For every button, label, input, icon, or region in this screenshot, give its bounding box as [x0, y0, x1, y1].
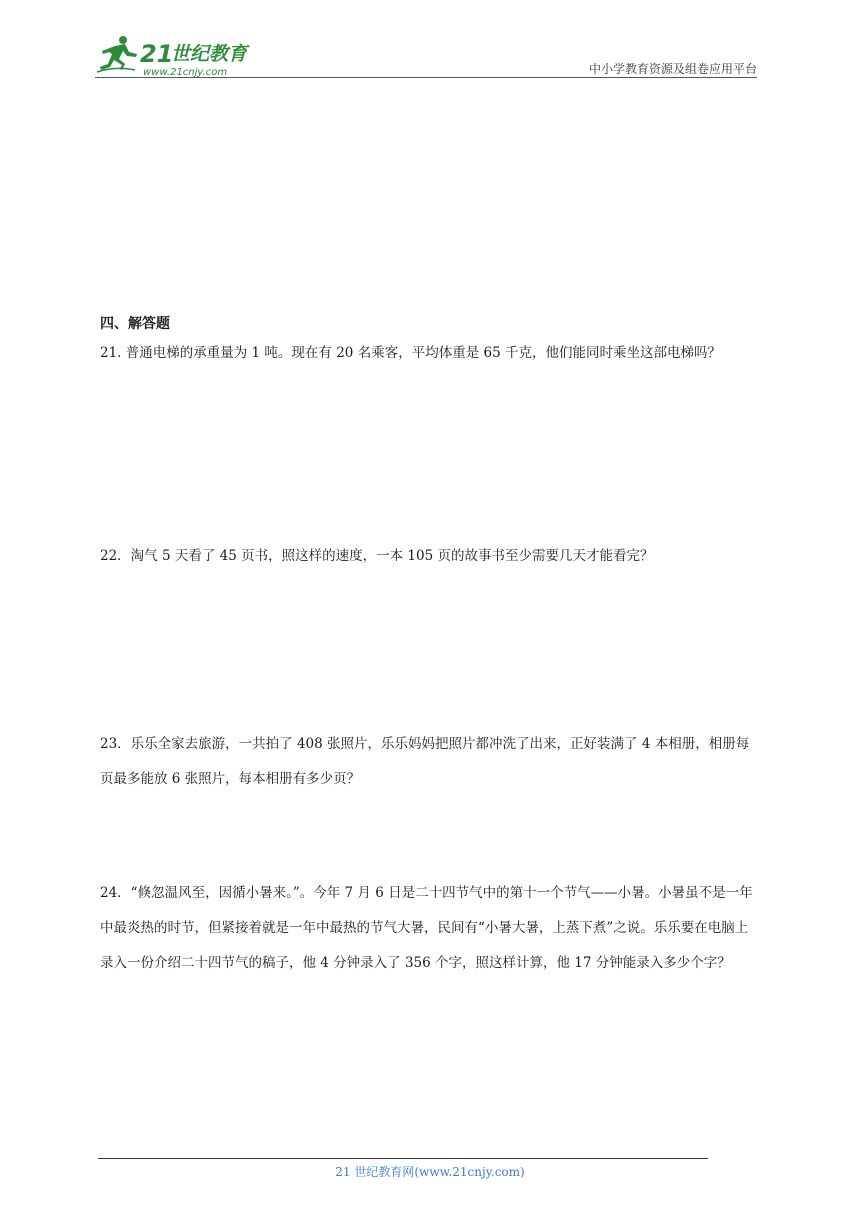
footer-divider [98, 1158, 708, 1159]
header-divider [95, 77, 757, 78]
svg-text:世纪教育: 世纪教育 [171, 43, 248, 65]
svg-text:www.21cnjy.com: www.21cnjy.com [143, 67, 228, 78]
footer-link[interactable]: 21 世纪教育网(www.21cnjy.com) [335, 1165, 525, 1179]
page-header [95, 32, 757, 78]
site-logo [95, 32, 265, 78]
svg-text:21: 21 [140, 40, 174, 68]
question-22: 22．淘气 5 天看了 45 页书，照这样的速度，一本 105 页的故事书至少需要几天才能看完？ [100, 548, 654, 564]
section-title: 四、解答题 [100, 316, 170, 332]
platform-label: 中小学教育资源及组卷应用平台 [588, 62, 757, 76]
question-21: 21. 普通电梯的承重量为 1 吨。现在有 20 名乘客，平均体重是 65 千克，他们能同时乘坐这部电梯吗？ [100, 345, 721, 361]
question-24: 24．“倏忽温风至，因循小暑来。”。今年 7 月 6 日是二十四节气中的第十一个节气——小暑。小暑虽不是一年中最炎热的时节，但紧接着就是一年中最热的节气大暑，民间有“小暑大暑，上蒸下煮”之说。乐乐要在电脑上录入一份介绍二十四节气的稿子，他 4 分钟录入了 356 个字，照这样计算，他 17 分钟能录入多少个字？ [100, 885, 753, 971]
question-23: 23．乐乐全家去旅游，一共拍了 408 张照片，乐乐妈妈把照片都冲洗了出来，正好装满了 4 本相册，相册每页最多能放 6 张照片，每本相册有多少页？ [100, 736, 750, 787]
